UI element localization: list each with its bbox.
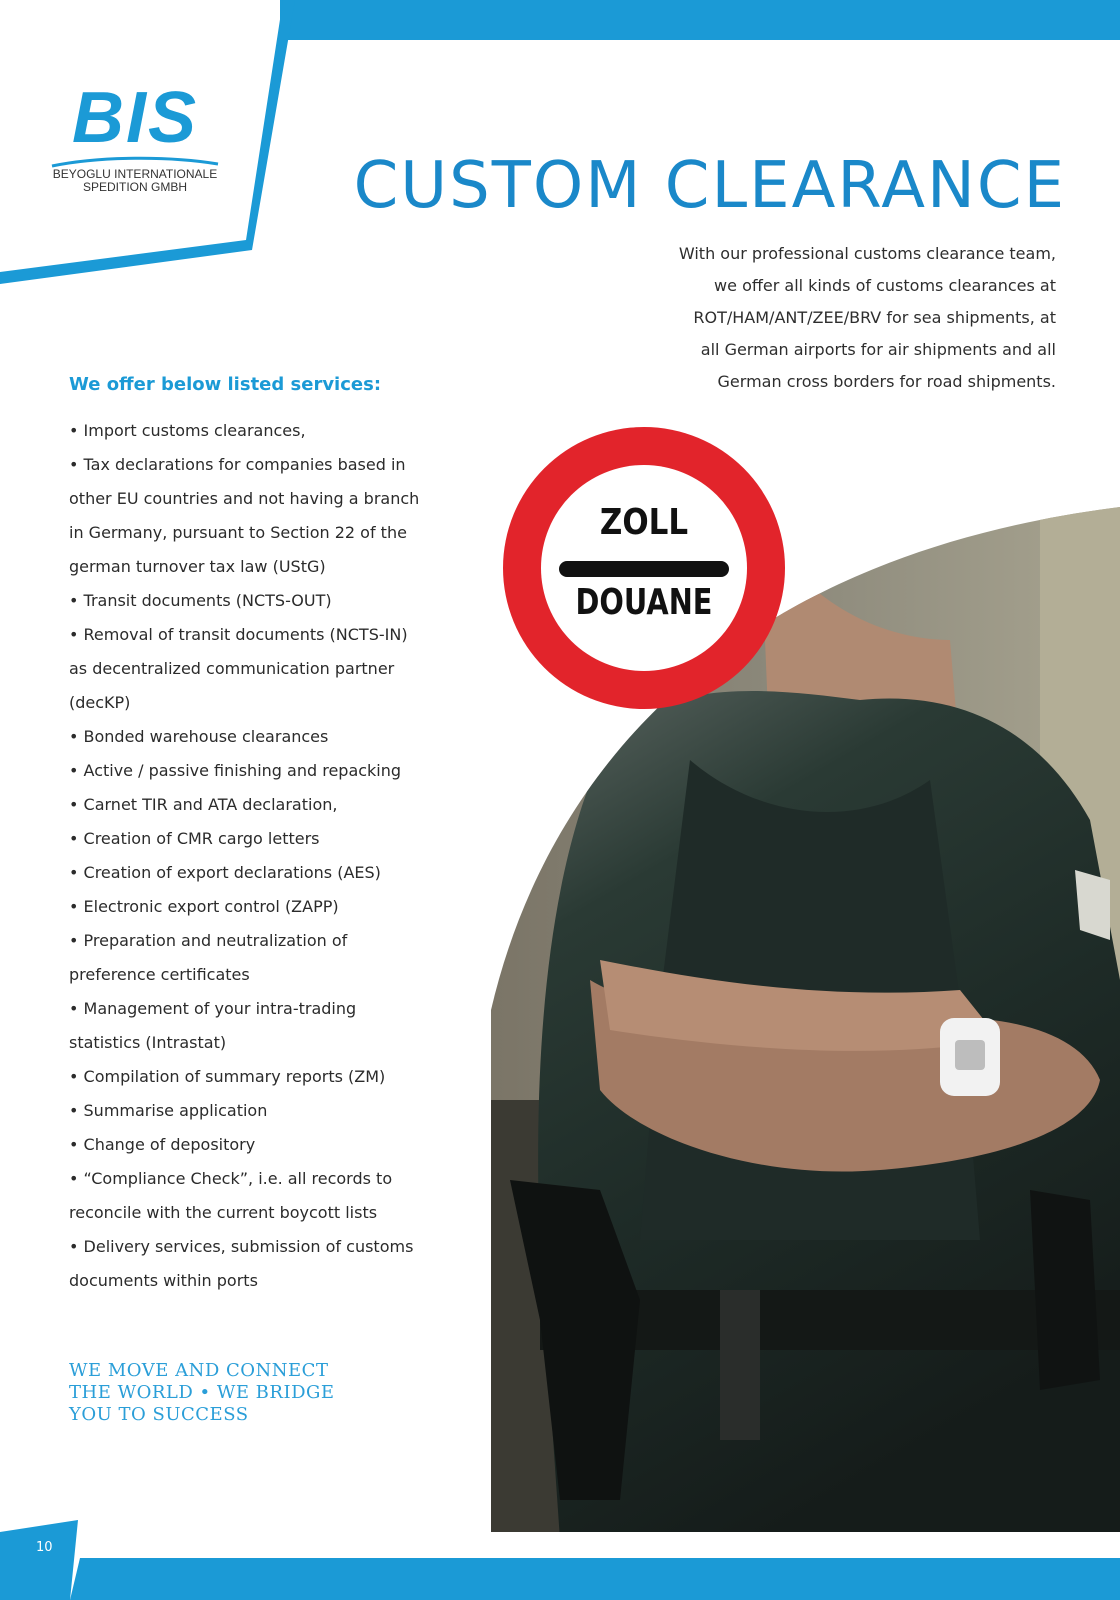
service-line: • Tax declarations for companies based in [69, 455, 406, 474]
page-number: 10 [36, 1540, 53, 1555]
service-line: german turnover tax law (UStG) [69, 557, 326, 576]
company-logo [40, 78, 230, 194]
sign-bottom-text: DOUANE [575, 582, 713, 623]
service-line: • Transit documents (NCTS-OUT) [69, 591, 332, 610]
service-line: • Import customs clearances, [69, 421, 306, 440]
service-line: documents within ports [69, 1271, 258, 1290]
service-line: • Creation of export declarations (AES) [69, 863, 381, 882]
service-line: • “Compliance Check”, i.e. all records to [69, 1169, 393, 1188]
services-heading: We offer below listed services: [69, 374, 382, 395]
slogan-line: THE WORLD • WE BRIDGE [69, 1382, 335, 1403]
service-line: • Change of depository [69, 1135, 256, 1154]
slogan-line: WE MOVE AND CONNECT [69, 1360, 329, 1381]
service-line: • Electronic export control (ZAPP) [69, 897, 339, 916]
service-line: • Carnet TIR and ATA declaration, [69, 795, 338, 814]
intro-paragraph [600, 238, 1056, 398]
service-line: • Bonded warehouse clearances [69, 727, 329, 746]
page-title: CUSTOM CLEARANCE [353, 149, 1066, 223]
service-line: as decentralized communication partner [69, 659, 395, 678]
service-line: • Management of your intra-trading [69, 999, 357, 1018]
customs-sign [503, 427, 785, 709]
customs-sign-face [541, 465, 747, 671]
service-line: • Compilation of summary reports (ZM) [69, 1067, 386, 1086]
service-line: • Preparation and neutralization of [69, 931, 348, 950]
logo-wordmark: BIS [71, 78, 199, 158]
sign-top-text: ZOLL [599, 502, 689, 543]
service-line: • Creation of CMR cargo letters [69, 829, 320, 848]
slogan [69, 1360, 335, 1426]
service-line: other EU countries and not having a branch [69, 489, 420, 508]
service-line: • Delivery services, submission of customs [69, 1237, 414, 1256]
services-list [69, 414, 489, 1298]
intro-line: all German airports for air shipments and all [700, 340, 1056, 359]
top-bar [280, 0, 1120, 40]
intro-line: we offer all kinds of customs clearances at [714, 276, 1056, 295]
service-line: preference certificates [69, 965, 250, 984]
sign-divider-bar [559, 561, 729, 577]
slogan-line: YOU TO SUCCESS [69, 1404, 249, 1425]
service-line: • Active / passive finishing and repacking [69, 761, 402, 780]
service-line: reconcile with the current boycott lists [69, 1203, 378, 1222]
service-line: • Removal of transit documents (NCTS-IN) [69, 625, 408, 644]
intro-line: With our professional customs clearance team, [678, 244, 1056, 263]
intro-line: German cross borders for road shipments. [717, 372, 1056, 391]
bottom-bar [70, 1558, 1120, 1600]
company-name-line-1: BEYOGLU INTERNATIONALE [52, 167, 218, 181]
service-line: statistics (Intrastat) [69, 1033, 227, 1052]
intro-line: ROT/HAM/ANT/ZEE/BRV for sea shipments, at [693, 308, 1056, 327]
service-line: in Germany, pursuant to Section 22 of the [69, 523, 407, 542]
service-line: • Summarise application [69, 1101, 268, 1120]
service-line: (decKP) [69, 693, 131, 712]
page-number-tab [0, 1520, 78, 1600]
company-name-line-2: SPEDITION GMBH [82, 180, 187, 194]
